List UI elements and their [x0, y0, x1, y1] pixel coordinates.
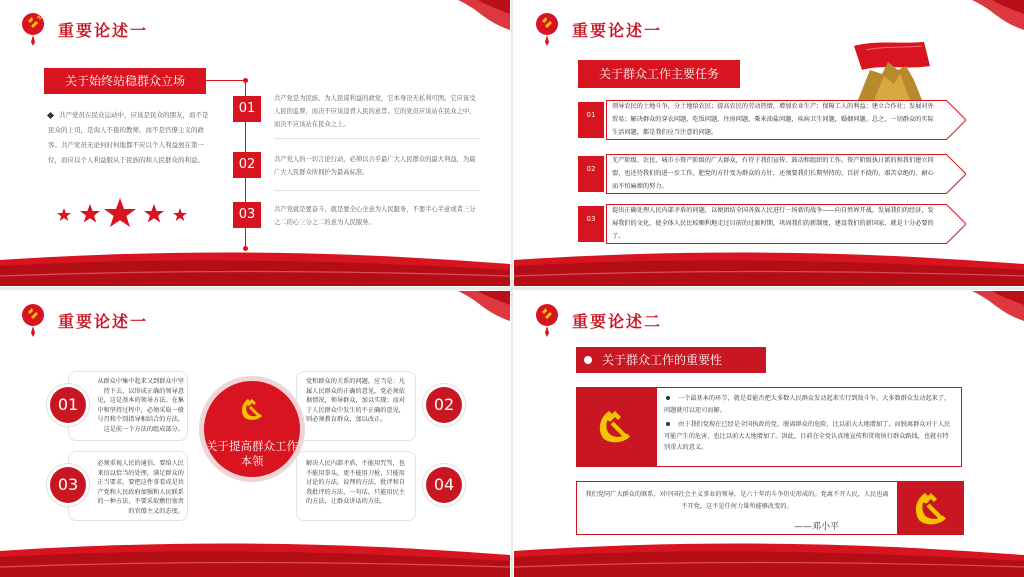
flag-corner-icon: [962, 0, 1024, 30]
divider-horizontal: [0, 287, 1024, 290]
task-number-2: 02: [586, 165, 596, 173]
card-text-3: 必须重视人民的通信，要给人民来信以恰当的处理，满足群众的正当要求，要把这件事看成是共产党和人民政府加强和人民联系的一种方法，不要采取敷衍塞责的官僚主义的态度。: [97, 460, 184, 515]
panel-arrow: [946, 204, 966, 244]
page-title: 重要论述一: [572, 21, 663, 40]
flag-monument-icon: [844, 40, 936, 102]
task-number-1: 01: [586, 111, 596, 119]
page-title: 重要论述一: [58, 21, 149, 40]
card-number-2: 02: [426, 387, 462, 423]
center-title: 关于提高群众工作本领: [206, 439, 298, 468]
section-heading: 关于群众工作的重要性: [576, 347, 766, 373]
slide-2[interactable]: [514, 0, 1024, 286]
task-tab-1: [578, 102, 604, 138]
heading-dot-icon: [584, 356, 592, 364]
divider: [274, 138, 480, 139]
item-number-2: 02: [233, 152, 261, 178]
connector-line: [206, 80, 246, 81]
bottom-ribbon-decoration: [0, 246, 510, 286]
card-text-1: 从群众中集中起来又到群众中坚持下去，以形成正确的领导意见，这是基本的领导方法。在集中和坚持过程中，必须采取一般号召和个别指导相结合的方法，这是前一个方法的组成部分。: [97, 378, 184, 433]
card-number-4: 04: [426, 467, 462, 503]
connector-dot: [243, 78, 248, 83]
panel-arrow: [946, 100, 966, 140]
bullet-text-2: 由于我们党现在已经是全国执政的党，脱离群众的危险，比以前大大地增加了，而脱离群众对于人民可能产生的危害，也比以前大大地增加了。因此，目前在全党认真地宣传和贯彻执行群众路线，也就有特别重大的意义。: [664, 421, 951, 451]
task-text-2: 无产阶级、农民、城市小资产阶级的广大群众，有待于我们宣传、鼓动和组织的工作。资产阶级执日派的和我们建立同盟，也还待我们的进一步工作。肥党的方针变为群众的方针，还须要我们长期坚持的、百折不挠的、艰苦卓绝的、耐心而不怕麻烦的努力。: [612, 157, 934, 190]
bullet-dot-icon: [666, 396, 670, 400]
bottom-ribbon-decoration: [0, 537, 510, 577]
stars-decoration-icon: [56, 198, 196, 234]
card-text-4: 解决人民内部矛盾，不能用咒骂，也不能用拳头，更不能用刀枪，只能用讨论的方法，说理的方法，批评和自我批评的方法，一句话，只能用民主的方法，让群众讲话的方法。: [306, 460, 405, 505]
page-title: 重要论述一: [58, 312, 149, 331]
task-number-3: 03: [586, 215, 596, 223]
item-text-2: 共产党人的一切言论行动，必须以合乎最广大人民群众的最大利益，为最广大人民群众所拥护为最高标准。: [274, 156, 476, 176]
bottom-ribbon-decoration: [514, 537, 1024, 577]
slide-4[interactable]: [514, 291, 1024, 577]
party-balloon-icon: [20, 303, 46, 337]
hammer-sickle-icon: [594, 405, 636, 447]
task-tab-3: [578, 206, 604, 242]
section-heading: 关于群众工作主要任务: [578, 60, 740, 88]
page-title: 重要论述二: [572, 312, 663, 331]
item-number-3: 03: [233, 202, 261, 228]
card-number-3: 03: [50, 467, 86, 503]
party-balloon-icon: [534, 303, 560, 337]
flag-corner-icon: [448, 291, 510, 321]
item-text-1: 共产党是为民族、为人民谋利益的政党，它本身决无私利可图。它应该受人民的监督，而决不应该违背人民的意旨。它的党员应该站在民众之中，而决不应该站在民众之上。: [274, 95, 476, 128]
item-text-3: 共产党就是要奋斗，就是要全心全意为人民服务，不要半心半意或者三分之二的心三分之二的意为人民服务。: [274, 206, 476, 226]
bullet-1: [664, 393, 954, 416]
flag-corner-icon: [962, 291, 1024, 321]
card-number-1: 01: [50, 387, 86, 423]
bottom-ribbon-decoration: [514, 246, 1024, 286]
flag-corner-icon: [448, 0, 510, 30]
party-balloon-icon: [20, 12, 46, 46]
quote-text: 我们党同广大群众的联系，对中国社会主义事业的领导，是六十年的斗争历史形成的。党离不开人民，人民也离不开党，这不是任何力量所能够改变的。: [585, 491, 889, 510]
item-number-1: 01: [233, 96, 261, 122]
hammer-sickle-icon: [238, 395, 266, 423]
task-text-1: 领导农民的土地斗争，分土地给农民；提高农民的劳动热情，增加农业生产；保障工人的利益；建立合作社；发展对外贸易；解决群众的穿衣问题，吃饭问题，住房问题，柴米油盐问题，疾病卫生问题，婚姻问题。总之，一切群众的实际生活问题，都是我们应当注意的问题。: [612, 103, 934, 136]
card-text-2: 党和群众的关系的问题，应当是：凡属人民群众的正确的意见，党必须依据情况，领导群众，加以实现；而对于人民群众中发生的不正确的意见，则必须教育群众，加以改正。: [306, 378, 405, 423]
intro-text: 共产党员在民众运动中，应该是民众的朋友，而不是民众的上司，是询人不倦的教师，而不是官僚主义的政客。共产党员无论何时何地都不应以个人利益放在第一位，而应以个人利益服从于民族的和人民群众的利益。: [48, 111, 209, 164]
slide-1[interactable]: [0, 0, 510, 286]
section-heading: 关于始终站稳群众立场: [44, 68, 206, 94]
quote-author: ——邓小平: [794, 522, 840, 532]
party-balloon-icon: [534, 12, 560, 46]
task-text-3: 提出正确处理人民内部矛盾的问题，以便团结全国各族人民进行一场新的战争——向自然界开战，发展我们的经济，发展我们的文化，使全体人民比较顺利地走过目前的过渡时期，巩固我们的新制度，建设我们的新国家，就是十分必要的了。: [612, 207, 934, 240]
bullet-text-1: 一个最基本的环节，就是看能否把大多数人民群众发动起来实行到敌斗争，大多数群众发动起来了，问题就可以迎刃而解。: [664, 395, 951, 414]
divider: [274, 190, 480, 191]
diamond-bullet-icon: [47, 111, 54, 118]
hammer-sickle-icon: [910, 487, 952, 529]
intro-paragraph: [48, 108, 214, 168]
slide-3[interactable]: [0, 291, 510, 577]
task-tab-2: [578, 156, 604, 192]
bullet-2: [664, 419, 954, 454]
bullet-dot-icon: [666, 422, 670, 426]
panel-arrow: [946, 154, 966, 194]
